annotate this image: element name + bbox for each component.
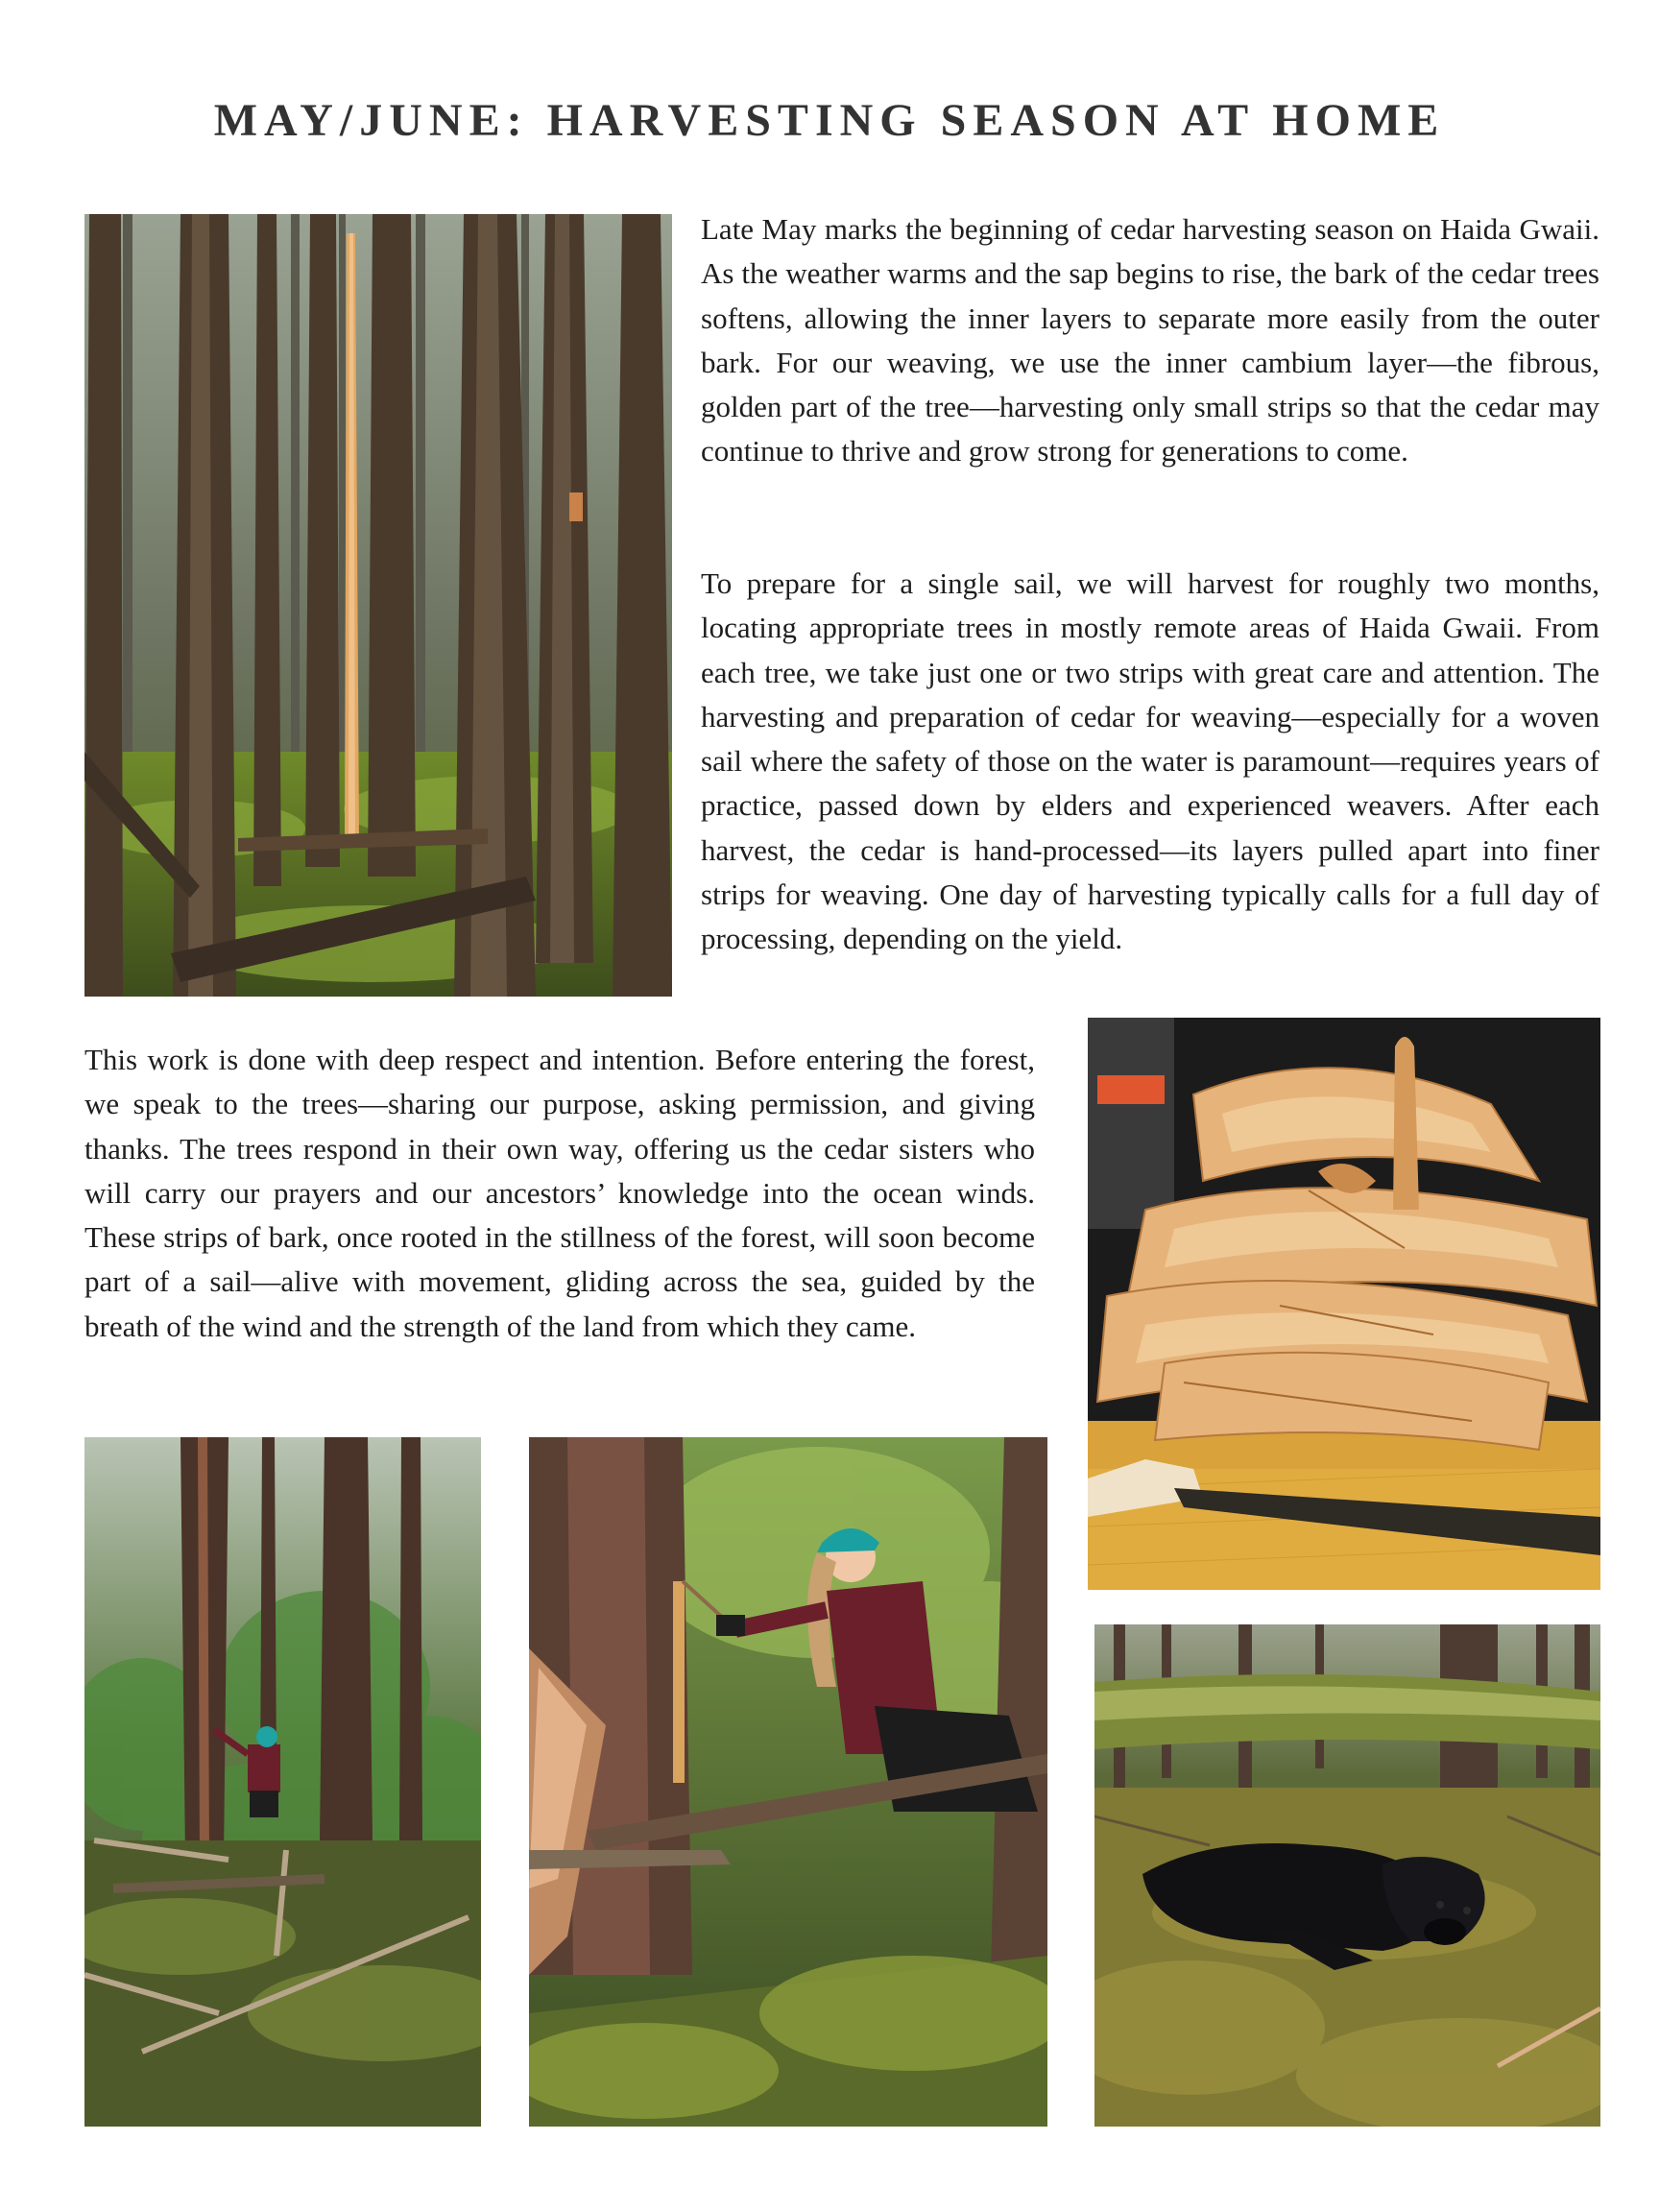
photo-cedar-forest (84, 214, 672, 997)
photo-cedar-bundles (1088, 1018, 1600, 1590)
paragraph-respect-intention: This work is done with deep respect and intention. Before entering the forest, we speak to the trees—sharing our purpose, asking permission, and giving thanks. The trees respond in their own way, offering us the cedar sisters who will carry our prayers and our ancestors’ knowledge into the ocean winds. These strips of bark, once rooted in the stillness of the forest, will soon become part of a sail—alive with movement, gliding across the sea, guided by the breath of the wind and the strength of the land from which they came. (84, 1043, 1035, 1343)
forest-harvester-image (84, 1437, 481, 2127)
photo-dog-in-moss (1094, 1624, 1600, 2127)
forest-image (84, 214, 672, 997)
photo-forest-harvester (84, 1437, 481, 2127)
page-title: MAY/JUNE: HARVESTING SEASON AT HOME (213, 95, 1446, 146)
paragraph-harvest-season: Late May marks the beginning of cedar harvesting season on Haida Gwaii. As the weather warms and the sap begins to rise, the bark of the cedar trees softens, allowing the inner layers to separate more easily from the outer bark. For our weaving, we use the inner cambium layer—the fibrous, golden part of the tree—harvesting only small strips so that the cedar may continue to thrive and grow strong for generations to come. (701, 212, 1599, 469)
cedar-bundles-image (1088, 1018, 1600, 1590)
dog-in-moss-image (1094, 1624, 1600, 2127)
photo-bark-pulling (529, 1437, 1047, 2127)
bark-pulling-image (529, 1437, 1047, 2127)
paragraph-sail-preparation: To prepare for a single sail, we will harvest for roughly two months, locating appropriate trees in mostly remote areas of Haida Gwaii. From each tree, we take just one or two strips with great care and attention. The harvesting and preparation of cedar for weaving—especially for a woven sail where the safety of those on the water is paramount—requires years of practice, passed down by elders and experienced weavers. After each harvest, the cedar is hand-processed—its layers pulled apart into finer strips for weaving. One day of harvesting typically calls for a full day of processing, depending on the yield. (701, 566, 1599, 956)
